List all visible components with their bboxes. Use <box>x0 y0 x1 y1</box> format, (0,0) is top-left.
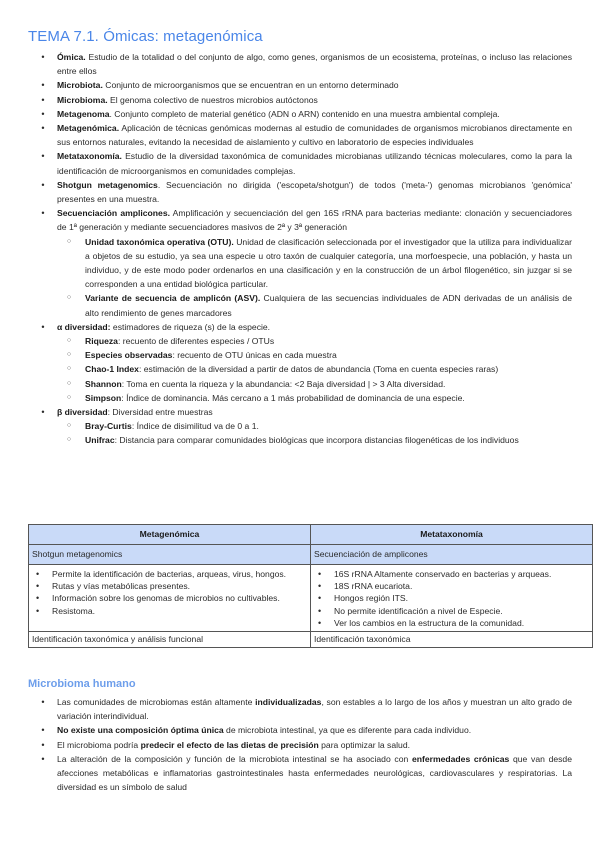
bullet-icon: • <box>41 80 45 91</box>
text: Las comunidades de microbiomas están altamente <box>57 697 256 707</box>
bullet-icon: • <box>41 94 45 105</box>
term: Shannon <box>85 378 122 389</box>
table-point: • Permite la identificación de bacterias, arqueas, virus, hongos. <box>32 568 307 580</box>
sub-list-item <box>0 334 600 348</box>
table-header-row <box>29 525 593 545</box>
definition: : Índice de disimilitud va de 0 a 1. <box>131 421 259 432</box>
header-metagenomica: Metagenómica <box>29 525 311 545</box>
sub-list-item <box>0 348 600 362</box>
outcome-cell: Identificación taxonómica y análisis funcional <box>29 632 311 648</box>
term: Microbiota. <box>57 80 103 91</box>
list-item <box>0 50 600 78</box>
list-item <box>0 107 600 121</box>
circle-bullet-icon: ○ <box>66 351 72 359</box>
table-point: • No permite identificación a nivel de Especie. <box>314 605 589 617</box>
definition: . Conjunto completo de material genético (ADN o ARN) contenido en una muestra ambiental compleja. <box>109 108 500 119</box>
bullet-icon: • <box>41 52 45 62</box>
term: Microbioma. <box>57 94 108 105</box>
definition: El genoma colectivo de nuestros microbios autóctonos <box>107 94 318 105</box>
circle-bullet-icon: ○ <box>66 237 72 245</box>
definition: : Índice de dominancia. Más cercano a 1 más probabilidad de dominancia de una especie. <box>121 392 465 403</box>
human-microbiome-list <box>0 695 600 794</box>
definition: Amplificación y secuenciación del gen 16S rRNA para bacterias mediante: clonación y secuenciadores de 1ª generación y mediante secuenciadores masivos de 2ª y 3ª generación <box>57 208 572 233</box>
term: Unidad taxonómica operativa (OTU). <box>85 236 234 247</box>
bullet-icon: • <box>41 725 45 736</box>
definition: : Distancia para comparar comunidades biológicas que incorpora distancias filogenéticas de los individuos <box>114 435 519 446</box>
term: Shotgun metagenomics <box>57 179 158 190</box>
sub-list-item <box>0 377 600 391</box>
term: Especies observadas <box>85 350 173 361</box>
list-item <box>0 206 600 234</box>
list-item-beta-diversity <box>0 405 600 419</box>
circle-bullet-icon: ○ <box>66 365 72 373</box>
circle-bullet-icon: ○ <box>66 393 72 401</box>
table-point: • 16S rRNA Altamente conservado en bacterias y arqueas. <box>314 568 589 580</box>
bullet-icon: • <box>41 697 45 707</box>
sub-list-item <box>0 419 600 433</box>
definition: Aplicación de técnicas genómicas modernas al estudio de comunidades de organismos microbianos directamente en sus entornos naturales, evitando la necesidad de aislamiento y cultivo en laboratorio de especies individuales <box>57 123 572 148</box>
term: β diversidad <box>57 407 108 418</box>
list-item <box>0 149 600 177</box>
list-item <box>0 752 600 795</box>
circle-bullet-icon: ○ <box>66 379 72 387</box>
term: Metagenoma <box>57 108 110 119</box>
circle-bullet-icon: ○ <box>66 294 72 302</box>
sub-list-item <box>0 362 600 376</box>
list-item <box>0 121 600 149</box>
term: Metataxonomía. <box>57 151 122 162</box>
text: que van desde afecciones metabólicas e inflamatorias gastrointestinales hasta enfermedades neurológicas, cardiovasculares y respiratorias. La diversidad es un símbolo de salud <box>57 753 572 793</box>
text: de microbiota intestinal, ya que es diferente para cada individuo. <box>223 725 472 736</box>
term: Ómica. <box>57 52 86 62</box>
emphasis: predecir el efecto de las dietas de precisión <box>140 739 319 750</box>
term: Bray-Curtis <box>85 421 132 432</box>
term: Simpson <box>85 392 122 403</box>
emphasis: No existe una composición óptima única <box>57 725 224 736</box>
definition: : Toma en cuenta la riqueza y la abundancia: <2 Baja diversidad | > 3 Alta diversidad. <box>121 378 446 389</box>
method-cell: Shotgun metagenomics <box>29 545 311 565</box>
sub-list-item <box>0 391 600 405</box>
definition: estimadores de riqueza (s) de la especie. <box>110 321 271 332</box>
definition: Estudio de la totalidad o del conjunto de algo, como genes, organismos de un ecosistema, proteínas, o incluso las relaciones entre ellos <box>57 52 572 77</box>
text: , son estables a lo largo de los años y muestran un alto grado de variación interindividual. <box>57 697 572 722</box>
definition: . Secuenciación no dirigida ('escopeta/shotgun') de todos ('meta-') genomas microbianos 'genómica' presentes en una muestra. <box>57 179 573 205</box>
term: Chao-1 Index <box>85 364 139 375</box>
header-metataxonomia: Metataxonomía <box>311 525 593 545</box>
definition: : recuento de diferentes especies / OTUs <box>117 336 275 347</box>
sub-list-item <box>0 433 600 447</box>
list-item <box>0 93 600 107</box>
points-cell <box>29 565 311 632</box>
bullet-icon: • <box>41 753 45 764</box>
circle-bullet-icon: ○ <box>66 337 72 345</box>
bullet-icon: • <box>41 208 45 219</box>
definition: Cualquiera de las secuencias individuales de ADN derivadas de un análisis de alto rendimiento de genes marcadores <box>85 293 572 318</box>
sub-list-item <box>0 235 600 292</box>
text: para optimizar la salud. <box>318 739 410 750</box>
points-cell <box>311 565 593 632</box>
list-item <box>0 178 600 206</box>
method-cell: Secuenciación de amplicones <box>311 545 593 565</box>
sub-list-item <box>0 291 600 319</box>
term: Secuenciación amplicones. <box>57 208 170 219</box>
section-heading: Microbioma humano <box>28 678 136 690</box>
comparison-table <box>28 524 593 648</box>
definition: Unidad de clasificación seleccionada por el investigador que la utiliza para individualizar a objetos de su estudio, ya sea una especie u otro taxón de cualquier categoría, una morfoespecie, una población, y hasta un individuo, y de este modo poder ordenarlos en una clasificación y en la construcción de un árbol filogenético, sin juzgar si se corresponden a una entidad biológica particular. <box>85 236 572 290</box>
term: Riqueza <box>85 336 118 347</box>
definition: Conjunto de microorganismos que se encuentran en un entorno determinado <box>102 80 399 91</box>
term: Variante de secuencia de amplicón (ASV). <box>85 293 261 304</box>
text: El microbioma podría <box>57 739 141 750</box>
definition: Estudio de la diversidad taxonómica de comunidades microbianas utilizando técnicas moleculares, como la para la identificación de microorganismos en comunidades complejas. <box>57 151 572 176</box>
page-title: TEMA 7.1. Ómicas: metagenómica <box>28 28 263 45</box>
definition: : Diversidad entre muestras <box>107 407 213 418</box>
list-item <box>0 723 600 737</box>
table-outcome-row <box>29 632 593 648</box>
circle-bullet-icon: ○ <box>66 422 72 430</box>
circle-bullet-icon: ○ <box>66 436 72 444</box>
bullet-icon: • <box>41 321 45 332</box>
emphasis: enfermedades crónicas <box>411 753 510 764</box>
list-item-alpha-diversity <box>0 320 600 334</box>
table-point: • Hongos región ITS. <box>314 592 589 604</box>
list-item <box>0 695 600 723</box>
definitions-list <box>0 50 600 448</box>
term: Metagenómica. <box>57 123 120 134</box>
bullet-icon: • <box>41 151 45 162</box>
text: La alteración de la composición y función de la microbiota intestinal se ha asociado con <box>57 753 412 764</box>
list-item <box>0 738 600 752</box>
table-point: • Rutas y vías metabólicas presentes. <box>32 580 307 592</box>
bullet-icon: • <box>41 179 45 190</box>
definition: : recuento de OTU únicas en cada muestra <box>172 350 337 361</box>
table-method-row <box>29 545 593 565</box>
term: α diversidad: <box>57 321 111 332</box>
term: Unifrac <box>85 435 115 446</box>
table-point: • Ver los cambios en la estructura de la comunidad. <box>314 617 589 629</box>
table-point: • 18S rRNA eucariota. <box>314 580 589 592</box>
definition: : estimación de la diversidad a partir de datos de abundancia (Toma en cuenta especies raras) <box>138 364 499 375</box>
emphasis: individualizadas <box>255 697 322 707</box>
list-item <box>0 78 600 92</box>
outcome-cell: Identificación taxonómica <box>311 632 593 648</box>
bullet-icon: • <box>41 407 45 418</box>
bullet-icon: • <box>41 739 45 750</box>
bullet-icon: • <box>41 123 45 134</box>
bullet-icon: • <box>41 108 45 119</box>
table-points-row <box>29 565 593 632</box>
table-point: • Resistoma. <box>32 605 307 617</box>
table-point: • Información sobre los genomas de microbios no cultivables. <box>32 592 307 604</box>
